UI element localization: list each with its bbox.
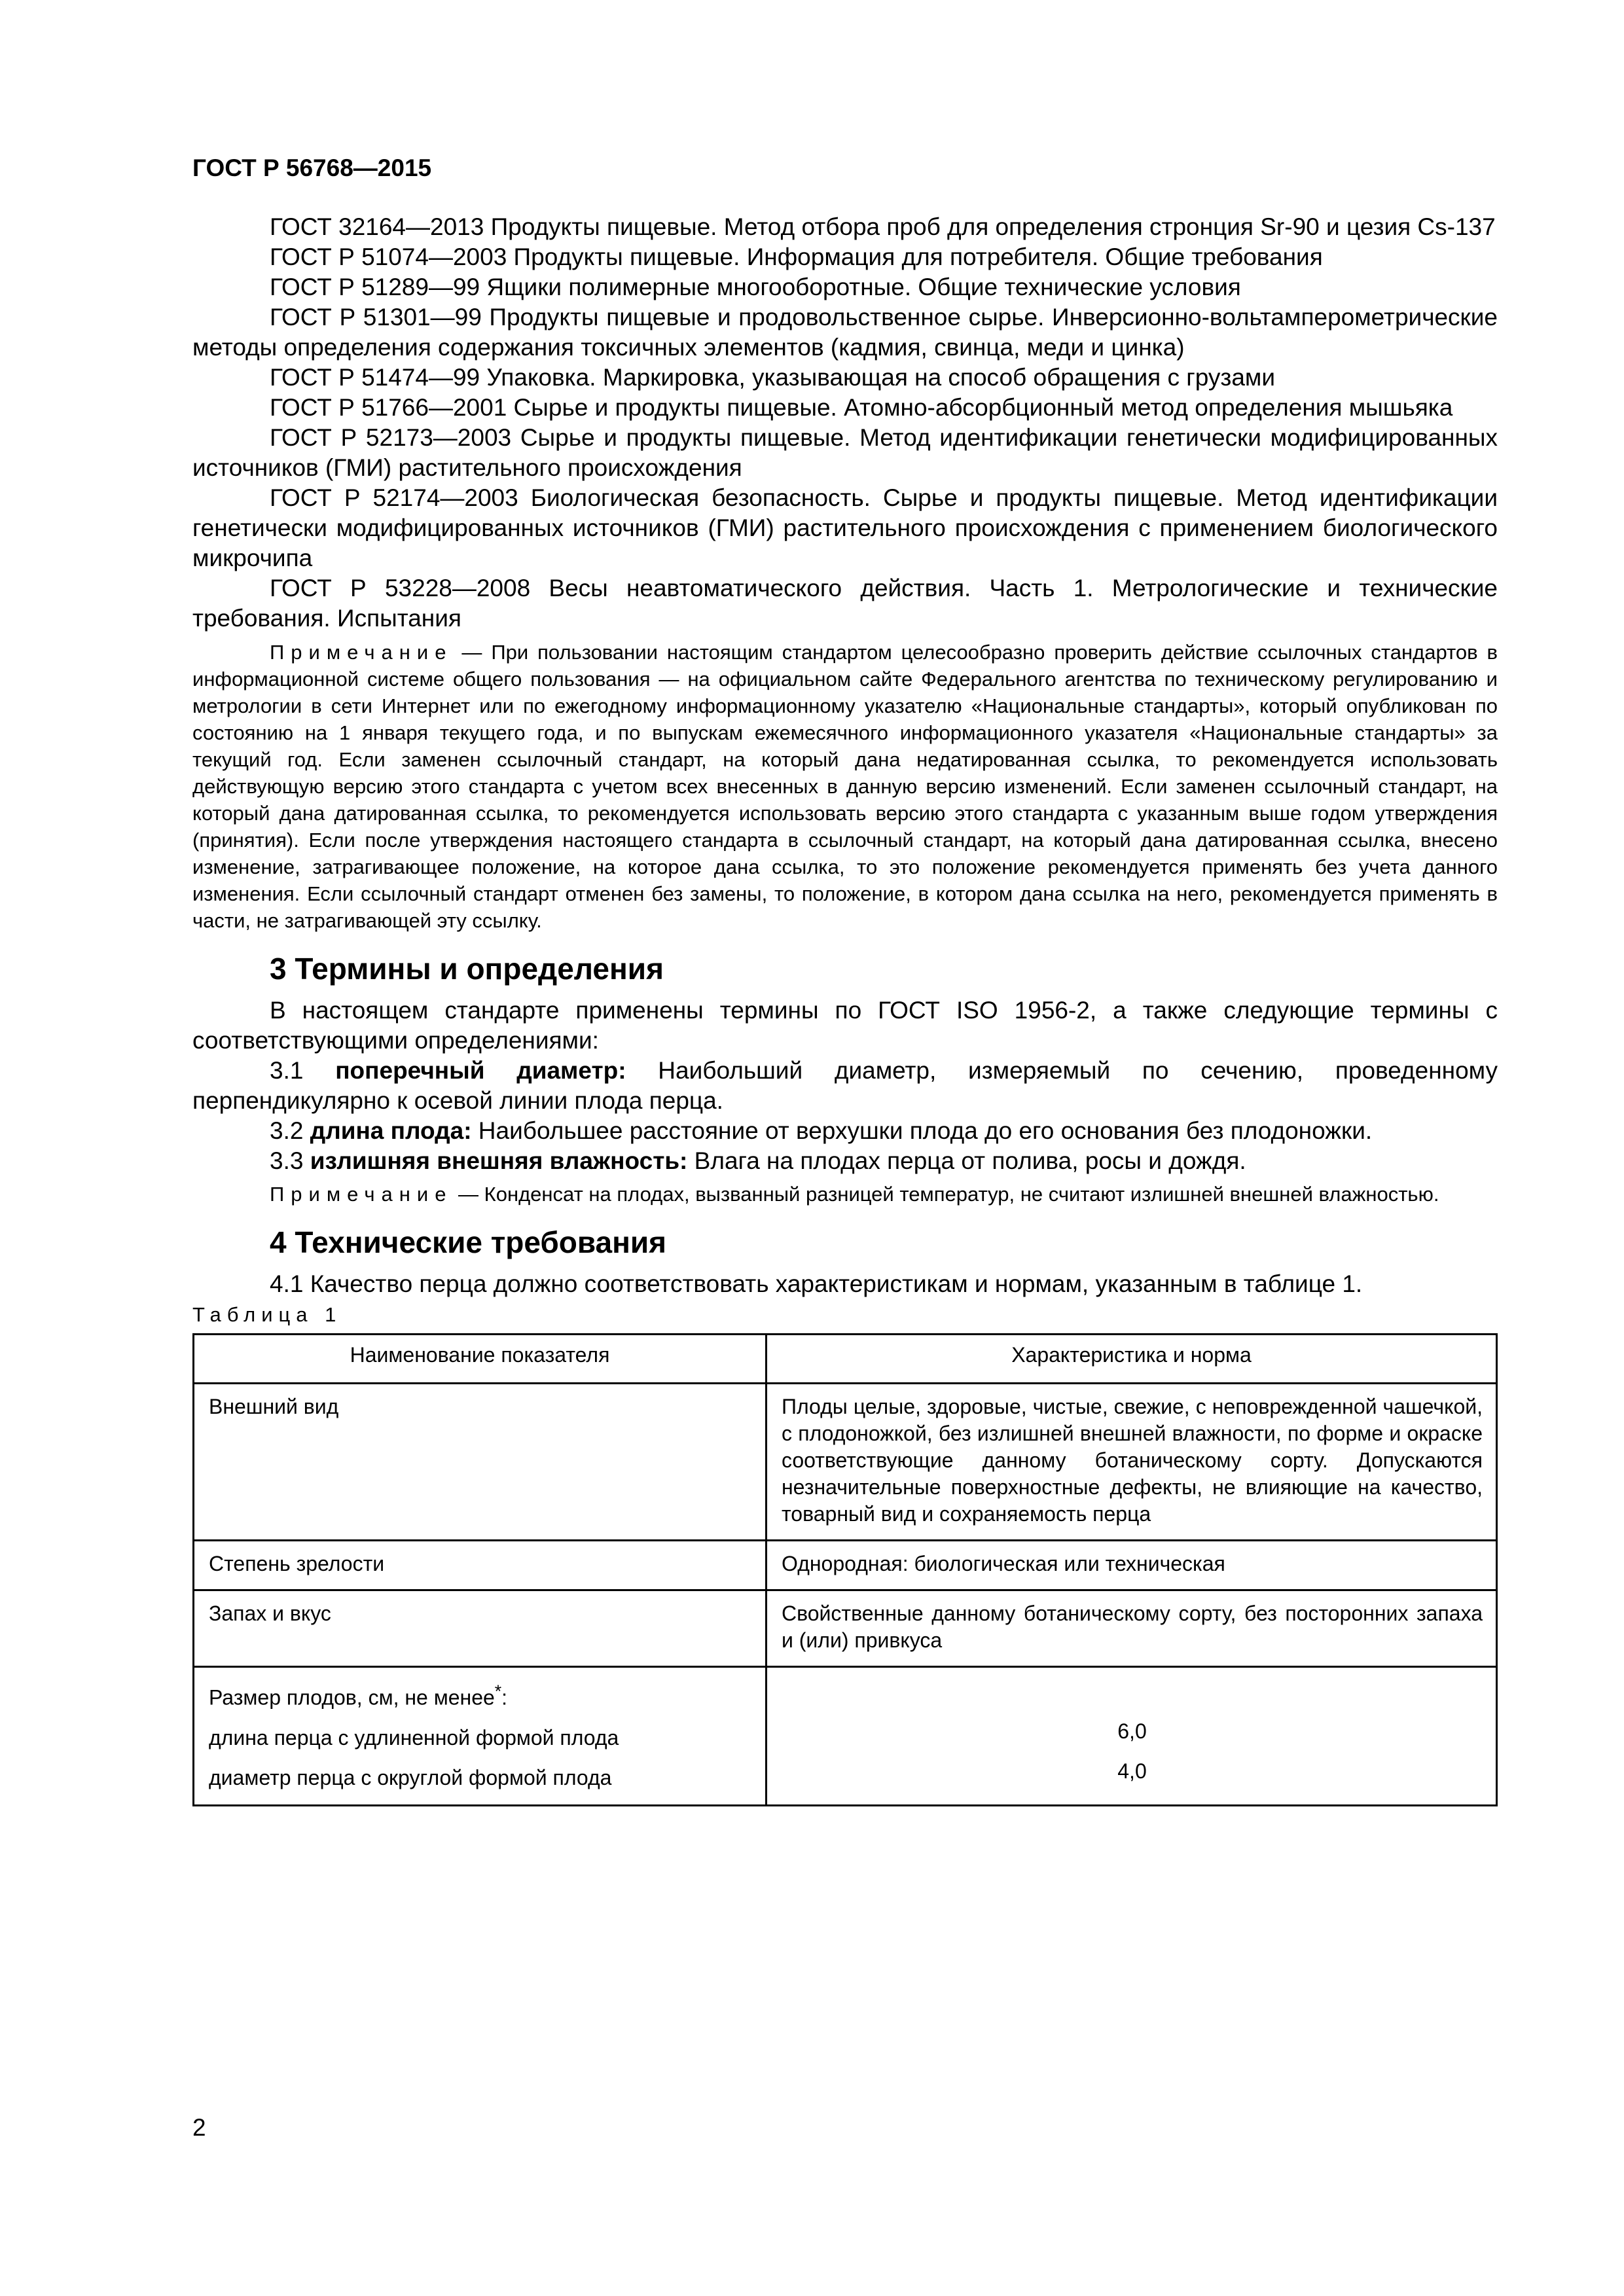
note-text: — При пользовании настоящим стандартом целесообразно проверить действие ссылочных стандартов в информационной системе общего пользования — на официальном сайте Федерального агентства по техническому регулированию и метрологии в сети Интернет или по ежегодному информационному указателю «Национальные стандарты», который опубликован по состоянию на 1 января текущего года, и по выпускам ежемесячного информационного указателя «Национальные стандарты» за текущий год. Если заменен ссылочный стандарт, на который дана недатированная ссылка, то рекомендуется использовать действующую версию этого стандарта с учетом всех внесенных в данную версию изменений. Если заменен ссылочный стандарт, на который дана датированная ссылка, то рекомендуется использовать версию этого стандарта с указанным выше годом утверждения (принятия). Если после утверждения настоящего стандарта в ссылочный стандарт, на который дана датированная ссылка, внесено изменение, затрагивающее положение, на которое дана ссылка, то это положение рекомендуется применять без учета данного изменения. Если ссылочный стандарт отменен без замены, то положение, в котором дана ссылка на него, рекомендуется применять в части, не затрагивающей эту ссылку. bbox=[192, 641, 1498, 932]
document-page bbox=[192, 152, 1498, 1806]
term-3-1 bbox=[192, 1056, 1498, 1116]
document-header: ГОСТ Р 56768—2015 bbox=[192, 154, 432, 181]
footnote-marker: * bbox=[494, 1681, 502, 1701]
page-number: 2 bbox=[192, 2114, 206, 2141]
reference-item: ГОСТ 32164—2013 Продукты пищевые. Метод отбора проб для определения стронция Sr-90 и цезия Cs-137 bbox=[270, 213, 1496, 240]
table-row bbox=[194, 1384, 1497, 1541]
size-heading-colon: : bbox=[501, 1685, 508, 1710]
size-diameter-label: диаметр перца с округлой формой плода bbox=[209, 1765, 612, 1789]
reference-item: ГОСТ Р 53228—2008 Весы неавтоматического действия. Часть 1. Метрологические и технические требования. Испытания bbox=[192, 575, 1498, 632]
note-text: — Конденсат на плодах, вызванный разницей температур, не считают излишней внешней влажностью. bbox=[452, 1183, 1439, 1206]
table-row bbox=[194, 1541, 1497, 1590]
reference-item: ГОСТ Р 51074—2003 Продукты пищевые. Информация для потребителя. Общие требования bbox=[270, 243, 1323, 270]
section-3-title: 3 Термины и определения bbox=[270, 952, 664, 986]
term-definition: Наибольшее расстояние от верхушки плода до его основания без плодоножки. bbox=[471, 1117, 1373, 1144]
term-definition: Наибольший диаметр, измеряемый по сечению, проведенному перпендикулярно к осевой линии плода перца. bbox=[192, 1057, 1498, 1114]
size-length-label: длина перца с удлиненной формой плода bbox=[209, 1725, 619, 1749]
table-cell: Свойственные данному ботаническому сорту, без посторонних запаха и (или) привкуса bbox=[767, 1590, 1497, 1667]
size-heading bbox=[209, 1678, 752, 1712]
table-row bbox=[194, 1590, 1497, 1667]
term-3-3 bbox=[192, 1146, 1498, 1176]
table-cell: Плоды целые, здоровые, чистые, свежие, с неповрежденной чашечкой, с плодоножкой, без излишней внешней влажности, по форме и окраске соответствующие данному ботаническому сорту. Допускаются незначительные поверхностные дефекты, не влияющие на качество, товарный вид и сохраняемость перца bbox=[767, 1384, 1497, 1541]
section-4-body bbox=[192, 1269, 1498, 1299]
section-4-title: 4 Технические требования bbox=[270, 1225, 666, 1259]
term-3-2 bbox=[192, 1116, 1498, 1146]
table-cell bbox=[194, 1667, 767, 1806]
term-definition: Влага на плодах перца от полива, росы и дождя. bbox=[687, 1147, 1246, 1174]
column-header: Характеристика и норма bbox=[767, 1335, 1497, 1384]
note-label: Примечание bbox=[270, 1183, 453, 1206]
terms-note bbox=[192, 1181, 1498, 1208]
table-row bbox=[194, 1667, 1497, 1806]
size-length-value: 6,0 bbox=[1117, 1719, 1147, 1743]
table-cell: Внешний вид bbox=[194, 1384, 767, 1541]
reference-item: ГОСТ Р 51474—99 Упаковка. Маркировка, указывающая на способ обращения с грузами bbox=[270, 364, 1276, 391]
table-cell bbox=[767, 1667, 1497, 1806]
term-name: длина плода: bbox=[310, 1117, 472, 1144]
term-number: 3.1 bbox=[270, 1057, 336, 1084]
normative-references bbox=[192, 212, 1498, 634]
section-3-intro: В настоящем стандарте применены термины по ГОСТ ISO 1956-2, а также следующие термины с соответствующими определениями: bbox=[192, 997, 1498, 1054]
section-4-paragraph: 4.1 Качество перца должно соответствовать характеристикам и нормам, указанным в таблице 1. bbox=[270, 1270, 1363, 1297]
term-number: 3.3 bbox=[270, 1147, 310, 1174]
references-note bbox=[192, 639, 1498, 934]
term-number: 3.2 bbox=[270, 1117, 310, 1144]
note-label: Примечание bbox=[270, 641, 453, 664]
reference-item: ГОСТ Р 52173—2003 Сырье и продукты пищевые. Метод идентификации генетически модифицированных источников (ГМИ) растительного происхождения bbox=[192, 424, 1498, 481]
table-header-row bbox=[194, 1335, 1497, 1384]
table-cell: Запах и вкус bbox=[194, 1590, 767, 1667]
section-3-body bbox=[192, 996, 1498, 1176]
reference-item: ГОСТ Р 51301—99 Продукты пищевые и продовольственное сырье. Инверсионно-вольтамперометрические методы определения содержания токсичных элементов (кадмия, свинца, меди и цинка) bbox=[192, 304, 1498, 361]
table-cell: Степень зрелости bbox=[194, 1541, 767, 1590]
size-heading-spacer bbox=[782, 1678, 1483, 1705]
requirements-table bbox=[192, 1333, 1498, 1806]
size-diameter-value: 4,0 bbox=[1117, 1759, 1147, 1783]
term-name: излишняя внешняя влажность: bbox=[310, 1147, 688, 1174]
reference-item: ГОСТ Р 51766—2001 Сырье и продукты пищевые. Атомно-абсорбционный метод определения мышьяка bbox=[270, 394, 1453, 421]
column-header: Наименование показателя bbox=[194, 1335, 767, 1384]
size-heading-text: Размер плодов, см, не менее bbox=[209, 1685, 495, 1710]
reference-item: ГОСТ Р 52174—2003 Биологическая безопасность. Сырье и продукты пищевые. Метод идентификации генетически модифицированных источников (ГМИ) растительного происхождения с применением биологического микрочипа bbox=[192, 484, 1498, 571]
table-caption: Таблица 1 bbox=[192, 1303, 342, 1326]
reference-item: ГОСТ Р 51289—99 Ящики полимерные многооборотные. Общие технические условия bbox=[270, 274, 1241, 300]
table-cell: Однородная: биологическая или техническая bbox=[767, 1541, 1497, 1590]
term-name: поперечный диаметр: bbox=[335, 1057, 626, 1084]
